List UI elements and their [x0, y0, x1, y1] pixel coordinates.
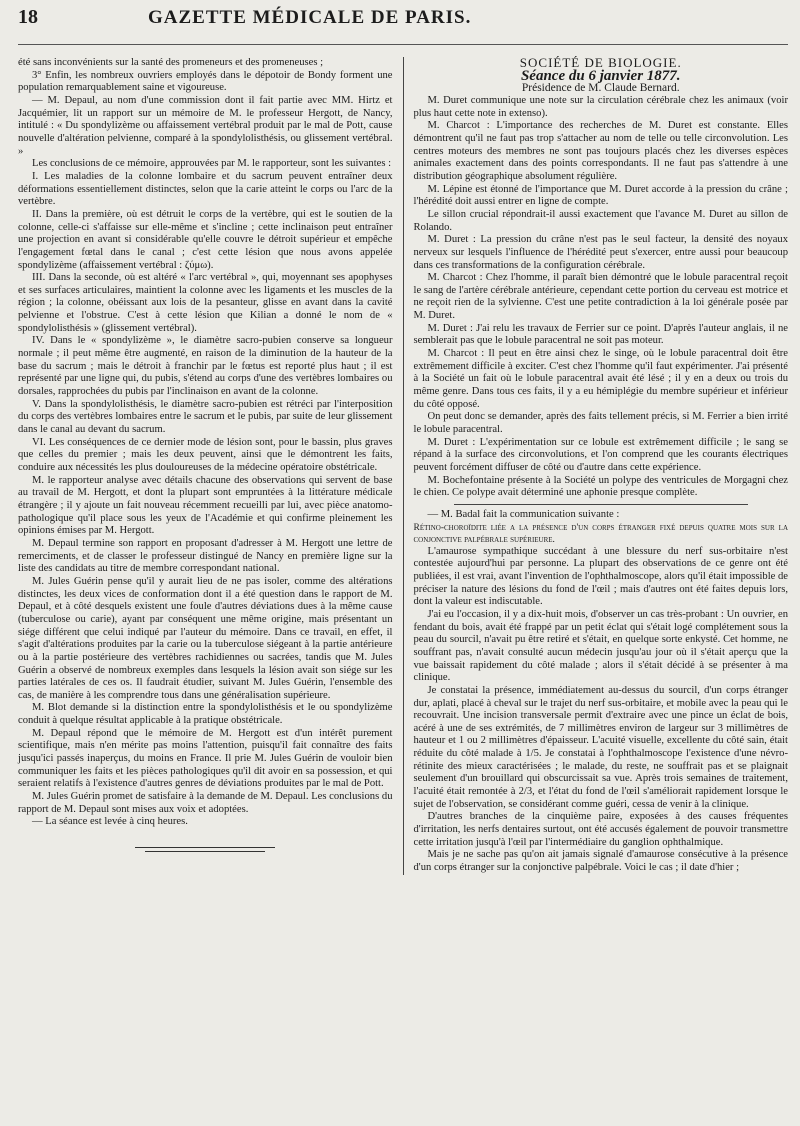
paragraph: J'ai eu l'occasion, il y a dix-huit mois, d'observer un cas très-probant : Un ouvrier, en fendant du bois, avait été frappé par un petit éclat qui s'était logé complétement sous la peau du sourcil, n'avait pu être retiré et s'était, en quelque sorte enkysté. Cet homme, ne souffrant pas, n'avait consulté aucun médecin jusqu'au jour où il s'était aperçu que la vue baissait rapidement du côté malade ; alors il s'était décidé à se présenter à ma clinique.	[413, 608, 788, 684]
page-header	[18, 6, 788, 45]
left-column	[18, 57, 403, 875]
paragraph: Mais je ne sache pas qu'on ait jamais signalé d'amaurose consécutive à la présence d'un corps étranger sur la conjonctive palpébrale. Voici le cas ; il date d'hier ;	[413, 849, 788, 874]
paragraph: M. le rapporteur analyse avec détails chacune des observations qui servent de base au travail de M. Hergott, et dont la plupart sont empruntées à la littérature médicale étrangère ; il y ajoute un fait nouveau récemment recueilli par lui, avec pièce anatomo-pathologique qu'il place sous les yeux de l'Académie et qui confirme pleinement les opinions émises par M. Hergott.	[18, 474, 393, 537]
page-number: 18	[18, 6, 38, 28]
paragraph: M. Duret : L'expérimentation sur ce lobule est extrêmement difficile ; le sang se répand à la surface des circonvolutions, et l'on comprend que les courants électriques peuvent forcément diffuser de côté ou d'autre dans cette expérience.	[413, 436, 788, 473]
paragraph: M. Bochefontaine présente à la Société un polype des ventricules de Morgagni chez le chien. Ce polype avait déterminé une aphonie presque complète.	[413, 474, 788, 499]
paragraph: M. Charcot : L'importance des recherches de M. Duret est constante. Elles démontrent qu'il ne faut pas trop s'attacher au nom de telle ou telle circonvolution. Les centres moteurs des membres ne sont pas toujours placés chez les diverses espèces animales exactement dans des points correspondants. Il ne faut pas s'attendre à une distribution géographique absolument régulière.	[413, 120, 788, 182]
paragraph: — La séance est levée à cinq heures.	[32, 816, 188, 828]
session-heading: Séance du 6 janvier 1877.	[520, 67, 681, 84]
paragraph: M. Depaul termine son rapport en proposant d'adresser à M. Hergott une lettre de remerciments, et de classer le professeur distingué de Nancy en première ligne sur la liste des candidats au titre de membre correspondant national.	[18, 537, 393, 575]
presidency-line: Présidence de M. Claude Bernard.	[521, 82, 680, 95]
paragraph: 3° Enfin, les nombreux ouvriers employés dans le dépotoir de Bondy forment une population remarquablement saine et vigoureuse.	[18, 69, 393, 94]
paragraph: M. Jules Guérin pense qu'il y aurait lieu de ne pas isoler, comme des altérations distinctes, les deux vices de conformation dont il a été question dans le rapport de M. Depaul, et à côté desquels existent une foule d'autres déviations dues à la même cause (tuberculose ou carie), ayant par conséquent une même origine, mais présentant un siége différent que celui indiqué par l'auteur du mémoire. Dans ce travail, en effet, il s'agit d'altérations produites par la carie ou la tuberculose siégeant à la partie antérieure ou à la partie postérieure des vertèbres rachidiennes ou sacrées, tandis que M. Jules Guérin a observé de nombreux exemples dans lesquels la lésion avait son siége sur les parties latérales de ces os. Il faudrait étudier, suivant M. Jules Guérin, l'ensemble des cas, de manière à les comprendre tous dans une généralisation supérieure.	[18, 575, 393, 701]
divider	[454, 504, 749, 505]
paragraph: M. Charcot : Il peut en être ainsi chez le singe, où le lobule paracentral doit être extrêmement difficile à exciter. C'est chez l'homme qu'il faut expérimenter. J'ai présenté à la Société un fait où le lobule paracentral avait été lésé ; il y en a deux ou trois du même genre. Dans tous ces faits, il y a eu hémiplégie du membre supérieur et inférieur du côté opposé.	[413, 348, 788, 410]
paragraph: M. Lépine est étonné de l'importance que M. Duret accorde à la pression du crâne ; l'hérédité doit aussi entrer en ligne de compte.	[413, 183, 788, 208]
paragraph: M. Duret : La pression du crâne n'est pas le seul facteur, la densité des noyaux nerveux sur lesquels l'influence de l'hérédité peut s'exercer, entre aussi pour beaucoup dans ces transformations de la configuration cérébrale.	[413, 234, 788, 271]
paragraph: V. Dans la spondylolisthésis, le diamètre sacro-pubien est rétréci par l'interposition du corps des vertèbres lombaires entre le sacrum et le pubis, par suite de leur glissement dans le canal au devant du sacrum.	[18, 398, 393, 436]
text-columns	[18, 57, 788, 875]
paragraph: VI. Les conséquences de ce dernier mode de lésion sont, pour le bassin, plus graves que celles du premier ; mais les deux peuvent, ainsi que le démontrent les faits, conduire aux nécessités les plus douloureuses de la médecine opératoire obstétricale.	[18, 436, 393, 473]
paragraph: Je constatai la présence, immédiatement au-dessus du sourcil, d'un corps étranger dur, aplati, placé à cheval sur le trajet du nerf sus-orbitaire, et mobile avec la peau qui le recouvrait. Une incision transversale permit d'extraire avec une pince un éclat de bois, acéré à une de ses extrémités, de 7 millimètres environ de largeur sur 3 millimètres de hauteur et 1 ou 2 millimètres d'épaisseur. L'acuité visuelle, excellente du côté sain, était réduite du côté malade à 1/5. Je constatai à l'ophthalmoscope l'existence d'une névro-rétinite des mieux caractérisées ; le malade, du reste, ne souffrait pas et se plaignait seulement d'un brouillard qui obscurcissait sa vue. Après trois semaines de traitement, l'acuité était remontée à 2/3, et l'état du fond de l'œil s'améliorait rapidement lorsque le sujet de l'observation, se considérant comme guéri, cessa de venir à la clinique.	[413, 684, 788, 810]
paragraph: M. Duret communique une note sur la circulation cérébrale chez les animaux (voir plus haut cette note in extenso).	[413, 94, 788, 119]
paragraph: M. Charcot : Chez l'homme, il paraît bien démontré que le lobule paracentral reçoit le sang de l'artère cérébrale antérieure, cependant cette portion du cerveau est motrice et ne reçoit rien de la sylvienne. C'est une petite contradiction à la loi générale posée par M. Duret.	[413, 272, 788, 322]
section-end-rule	[135, 847, 275, 848]
paragraph: On peut donc se demander, après des faits tellement précis, si M. Ferrier a bien irrité le lobule paracentral.	[413, 411, 788, 436]
paragraph: Les conclusions de ce mémoire, approuvées par M. le rapporteur, sont les suivantes :	[32, 158, 392, 170]
badal-intro: — M. Badal fait la communication suivante :	[427, 508, 620, 520]
paragraph: I. Les maladies de la colonne lombaire et du sacrum peuvent entraîner deux déformations essentiellement distinctes, selon que la carie atteint le corps ou l'arc de la vertèbre.	[18, 170, 393, 208]
journal-title: GAZETTE MÉDICALE DE PARIS.	[148, 7, 472, 28]
society-heading: SOCIÉTÉ DE BIOLOGIE.	[519, 55, 682, 70]
paragraph: D'autres branches de la cinquième paire, exposées à des causes fréquentes d'irritation, les nerfs dentaires surtout, ont été accusés également de pouvoir transmettre cette irritation jusqu'à l'œil par l'intermédiaire du ganglion ophthalmique.	[413, 811, 788, 848]
paragraph: été sans inconvénients sur la santé des promeneurs et des promeneuses ;	[18, 57, 324, 68]
paragraph: M. Blot demande si la distinction entre la spondylolisthésis et le ou spondylizème conduit à quelque résultat applicable à la pratique obstétricale.	[18, 702, 393, 727]
paragraph: M. Jules Guérin promet de satisfaire à la demande de M. Depaul. Les conclusions du rapport de M. Depaul sont mises aux voix et adoptées.	[18, 791, 393, 815]
communication-title: Rétino-choroïdite liée a la présence d'un corps étranger fixé depuis quatre mois sur la conjonctive palpébrale supérieure.	[413, 522, 788, 545]
paragraph: III. Dans la seconde, où est altéré « l'arc vertébral », qui, moyennant ses apophyses et ses surfaces articulaires, maintient la colonne avec les ligaments et les muscles de la région ; la colonne, obéissant aux lois de la pesanteur, glisse en avant dans la cavité pelvienne et l'obstrue. C'est à cette lésion que Kilian a donné le nom de « spondylolisthésis » (glissement vertébral).	[18, 272, 393, 334]
right-column	[403, 57, 789, 875]
paragraph: L'amaurose sympathique succédant à une blessure du nerf sus-orbitaire n'est contestée aujourd'hui par personne. La plupart des observations de ce genre ont été publiées, il est vrai, avant l'invention de l'ophthalmoscope, alors qu'il était impossible de préciser la nature des lésions du fond de l'œil ; mais d'autres ont été faites depuis lors, dont la valeur est indiscutable.	[413, 545, 788, 608]
section-end-rule	[145, 851, 265, 852]
paragraph: M. Duret : J'ai relu les travaux de Ferrier sur ce point. D'après l'auteur anglais, il ne semblerait pas que le lobule paracentral ne soit pas moteur.	[413, 322, 788, 347]
paragraph: M. Depaul répond que le mémoire de M. Hergott est d'un intérêt purement scientifique, mais n'en mérite pas moins l'attention, puisqu'il fait connaître des faits jusqu'ici passés inaperçus, du moins en France. Il prie M. Jules Guérin de vouloir bien communiquer les faits et les pièces pathologiques qu'il dit avoir en sa possession, et qui seraient relatifs à l'existence d'autres genres de déviations produites par le mal de Pott.	[18, 727, 393, 790]
paragraph: IV. Dans le « spondylizème », le diamètre sacro-pubien conserve sa longueur normale ; il peut même être augmenté, en raison de la diminution de la hauteur de la base du sacrum ; mais le détroit à franchir par le fœtus est reporté plus haut ; il est représenté par une ligne qui, du pubis, s'étend au corps d'une des vertèbres lombaires ou dorsales, rapprochées du pubis par l'inclinaison en avant de la colonne.	[18, 335, 393, 398]
paragraph: II. Dans la première, où est détruit le corps de la vertèbre, qui est le soutien de la colonne, celle-ci s'affaisse sur elle-même et s'incline ; cette inclinaison peut entraîner une projection en avant si considérable qu'elle couvre le détroit supérieur et empêche l'engagement fœtal dans le canal ; c'est cette lésion que nous avons appelée spondylizème (affaissement vertébral : ζύμω).	[18, 208, 393, 271]
paragraph: — M. Depaul, au nom d'une commission dont il fait partie avec MM. Hirtz et Jacquémier, lit un rapport sur un mémoire de M. le professeur Hergott, de Nancy, intitulé : « Du spondylizème ou affaissement vertébral produit par le mal de Pott, cause nouvelle d'altération pelvienne, comparé à la spondylolisthésis, ou glissement vertébral. »	[18, 94, 393, 157]
paragraph: Le sillon crucial répondrait-il aussi exactement que l'avance M. Duret au sillon de Rolando.	[413, 208, 788, 233]
